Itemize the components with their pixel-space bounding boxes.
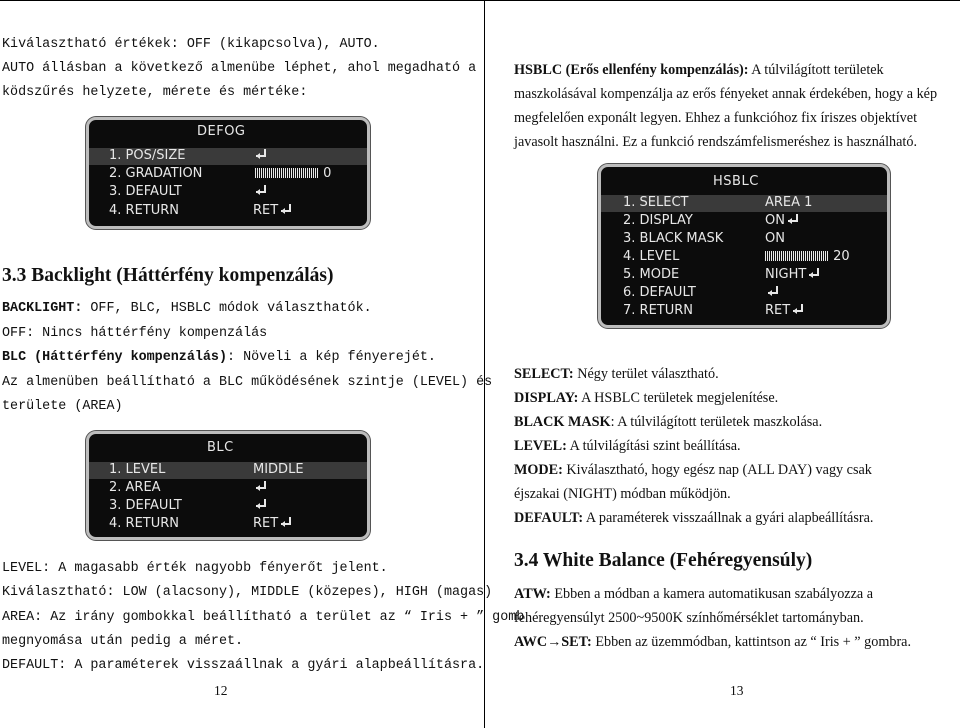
enter-icon	[768, 286, 779, 297]
intro-line-1: Kiválasztható értékek: OFF (kikapcsolva), AUTO.	[2, 37, 380, 52]
wb-atw-cont: fehéregyensúlyt 2500~9500K színhőmérséklet tartományban.	[514, 610, 864, 626]
desc-display: DISPLAY: A HSBLC területek megjelenítése.	[514, 390, 779, 406]
defog-item-pos-size[interactable]: 1. POS/SIZE	[89, 148, 367, 166]
hsblc-item-default[interactable]: 6. DEFAULT	[601, 285, 887, 303]
blc-menu	[86, 431, 370, 540]
bottom-line-3: AREA: Az irány gombokkal beállítható a terület az “ Iris + ” gomb	[2, 610, 525, 625]
defog-menu-title: DEFOG	[197, 124, 246, 139]
backlight-para-1: BACKLIGHT: OFF, BLC, HSBLC módok választhatók.	[2, 301, 372, 316]
defog-item-default[interactable]: 3. DEFAULT	[89, 184, 367, 202]
hsblc-menu-title: HSBLC	[713, 174, 759, 189]
bottom-line-4: megnyomása után pedig a méret.	[2, 634, 244, 649]
enter-icon	[281, 204, 292, 215]
defog-item-return[interactable]: 4. RETURN RET	[89, 203, 367, 221]
hsblc-item-select[interactable]: 1. SELECT AREA 1	[623, 195, 813, 210]
hsblc-item-return[interactable]: 7. RETURN RET	[601, 303, 887, 321]
hsblc-intro-3: megfelelően exponált legyen. Ehhez a funkcióhoz fix íriszes objektívet	[514, 110, 918, 126]
enter-icon	[256, 499, 267, 510]
page-number-left: 12	[214, 683, 228, 698]
intro-line-3: ködszűrés helyzete, mérete és mértéke:	[2, 85, 308, 100]
level-bar-icon	[765, 250, 829, 265]
desc-level: LEVEL: A túlvilágítási szint beállítása.	[514, 438, 741, 454]
hsblc-menu	[598, 164, 890, 328]
bottom-line-2: Kiválasztható: LOW (alacsony), MIDDLE (közepes), HIGH (magas)	[2, 585, 493, 600]
backlight-para-4: Az almenüben beállítható a BLC működésének szintje (LEVEL) és	[2, 375, 493, 390]
page-number-right: 13	[730, 683, 744, 698]
level-bar-icon	[255, 167, 319, 182]
desc-default: DEFAULT: A paraméterek visszaállnak a gyári alapbeállításra.	[514, 510, 874, 526]
defog-menu	[86, 117, 370, 229]
enter-icon	[793, 304, 804, 315]
enter-icon	[256, 481, 267, 492]
desc-black-mask: BLACK MASK: A túlvilágított területek maszkolása.	[514, 414, 823, 430]
enter-icon	[281, 517, 292, 528]
section-heading-backlight: 3.3 Backlight (Háttérfény kompenzálás)	[2, 265, 334, 286]
wb-atw: ATW: Ebben a módban a kamera automatikusan szabályozza a	[514, 586, 874, 602]
hsblc-item-level[interactable]: 4. LEVEL 20	[623, 249, 850, 264]
backlight-para-2: OFF: Nincs háttérfény kompenzálás	[2, 326, 268, 341]
hsblc-intro-2: maszkolásával kompenzálja az erős fényeket annak érdekében, hogy a kép	[514, 86, 938, 102]
blc-item-level[interactable]: 1. LEVEL MIDDLE	[109, 462, 304, 477]
enter-icon	[788, 214, 799, 225]
blc-menu-title: BLC	[207, 440, 234, 455]
enter-icon	[809, 268, 820, 279]
defog-item-gradation[interactable]: 2. GRADATION 0	[109, 166, 332, 181]
hsblc-item-mode[interactable]: 5. MODE NIGHT	[601, 267, 887, 285]
top-border	[0, 0, 960, 1]
enter-icon	[256, 185, 267, 196]
bottom-line-5: DEFAULT: A paraméterek visszaállnak a gyári alapbeállításra.	[2, 658, 485, 673]
hsblc-item-display[interactable]: 2. DISPLAY ON	[601, 213, 887, 231]
desc-select: SELECT: Négy terület választható.	[514, 366, 719, 382]
section-heading-white-balance: 3.4 White Balance (Fehéregyensúly)	[514, 550, 813, 571]
blc-item-return[interactable]: 4. RETURN RET	[89, 516, 367, 534]
blc-item-default[interactable]: 3. DEFAULT	[89, 498, 367, 516]
bottom-line-1: LEVEL: A magasabb érték nagyobb fényerőt jelent.	[2, 561, 388, 576]
enter-icon	[256, 149, 267, 160]
blc-item-area[interactable]: 2. AREA	[89, 480, 367, 498]
backlight-para-5: területe (AREA)	[2, 399, 123, 414]
intro-line-2: AUTO állásban a következő almenübe léphet, ahol megadható a	[2, 61, 477, 76]
hsblc-intro-4: javasolt használni. Ez a funkció rendszámfelismeréshez is használható.	[514, 134, 918, 150]
wb-awc-set: AWC→SET: Ebben az üzemmódban, kattintson az “ Iris + ” gombra.	[514, 634, 912, 650]
backlight-para-3: BLC (Háttérfény kompenzálás): Növeli a kép fényerejét.	[2, 350, 436, 365]
desc-mode: MODE: Kiválasztható, hogy egész nap (ALL DAY) vagy csak	[514, 462, 872, 478]
hsblc-item-black-mask[interactable]: 3. BLACK MASK ON	[623, 231, 785, 246]
hsblc-intro-1: HSBLC (Erős ellenfény kompenzálás): A túlvilágított területek	[514, 62, 884, 78]
desc-mode-cont: éjszakai (NIGHT) módban működjön.	[514, 486, 731, 502]
